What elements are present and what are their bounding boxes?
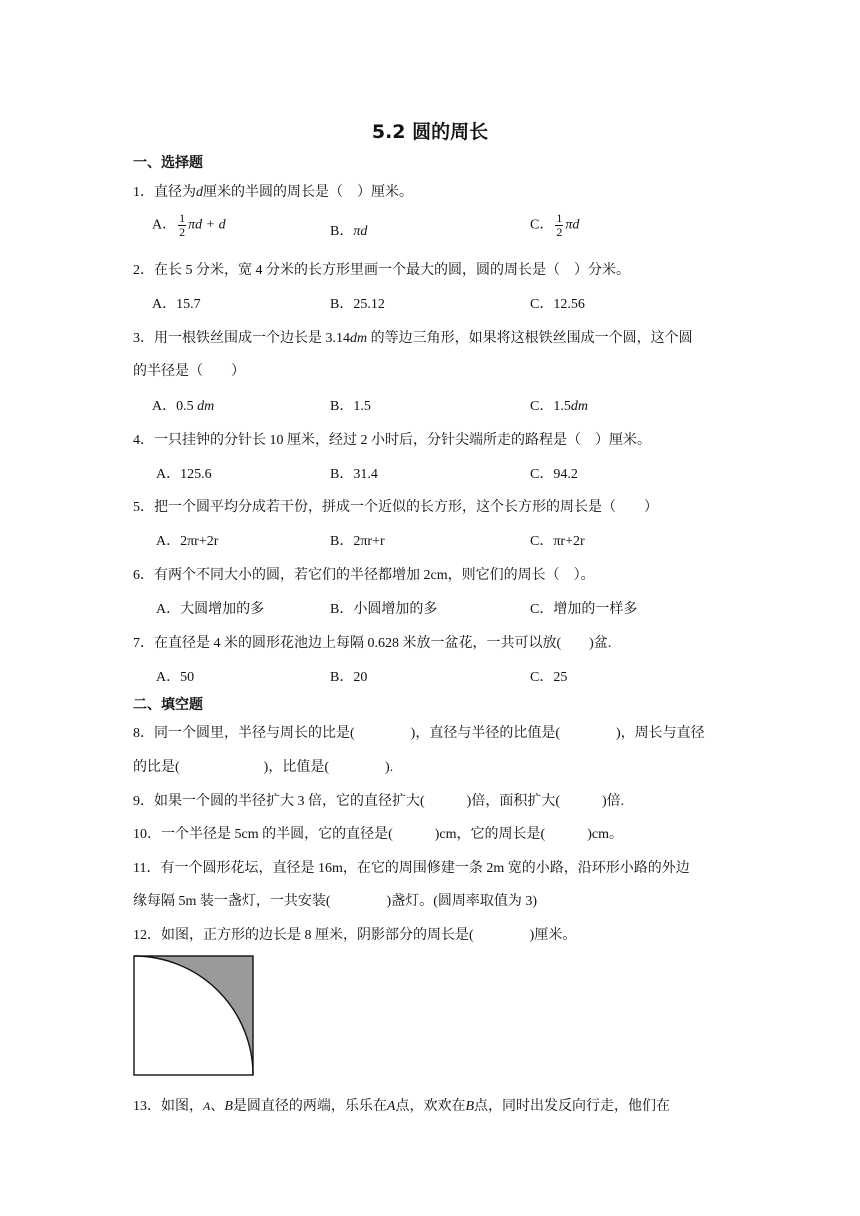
fraction-denominator: 2	[179, 225, 186, 239]
point-label-a: A	[203, 1099, 211, 1113]
fraction-numerator: 1	[179, 211, 186, 225]
option-expression: πd	[353, 224, 368, 239]
question-3-option-a[interactable]	[152, 395, 214, 415]
point-label-a-2: A	[386, 1099, 396, 1114]
question-7-option-b[interactable]: B．20	[330, 670, 368, 685]
question-3-suffix: 的等边三角形，如果将这根铁丝围成一个圆，这个圆	[367, 331, 693, 346]
question-1	[133, 181, 413, 201]
option-label: A．	[152, 217, 177, 233]
option-label: C．1.5	[530, 399, 571, 414]
question-3-option-c[interactable]	[530, 395, 588, 415]
question-7-option-a[interactable]: A．50	[156, 670, 195, 685]
question-3-line-1	[133, 327, 693, 347]
option-expression: πd + d	[188, 217, 226, 233]
question-8-line-1: 8．同一个圆里，半径与周长的比是( )，直径与半径的比值是( )，周长与直径	[133, 726, 705, 741]
question-3-prefix: 3．用一根铁丝围成一个边长是 3.14	[133, 331, 350, 346]
question-4-option-b[interactable]: B．31.4	[330, 467, 378, 482]
question-5-option-a[interactable]: A．2πr+2r	[156, 534, 219, 549]
fraction-numerator: 1	[556, 211, 563, 225]
shaded-region	[134, 956, 253, 1075]
section-heading-choice: 一、选择题	[133, 155, 203, 171]
fraction-denominator: 2	[556, 225, 563, 239]
option-unit: dm	[570, 399, 588, 414]
question-4-option-a[interactable]: A．125.6	[156, 467, 212, 482]
option-unit: dm	[197, 399, 215, 414]
question-5-option-b[interactable]: B．2πr+r	[330, 534, 385, 549]
question-2-option-b[interactable]: B．25.12	[330, 297, 385, 312]
question-8-line-2: 的比是( )，比值是( ).	[133, 760, 394, 775]
question-6-option-b[interactable]: B．小圆增加的多	[330, 602, 438, 617]
point-label-b: B	[224, 1099, 233, 1114]
question-1-option-b[interactable]	[330, 220, 367, 240]
question-1-suffix: 厘米的半圆的周长是（ ）厘米。	[203, 185, 413, 200]
question-3-unit: dm	[350, 331, 368, 346]
question-7-option-c[interactable]: C．25	[530, 670, 568, 685]
question-7: 7．在直径是 4 米的圆形花池边上每隔 0.628 米放一盆花，一共可以放( )盆.	[133, 636, 612, 651]
question-3-option-b[interactable]: B．1.5	[330, 399, 371, 414]
question-13-text-2: 点，欢欢在	[395, 1099, 466, 1114]
question-2: 2．在长 5 分米，宽 4 分米的长方形里画一个最大的圆，圆的周长是（ ）分米。	[133, 263, 630, 278]
question-1-prefix: 1．直径为	[133, 185, 196, 200]
option-label: C．	[530, 217, 554, 233]
question-6: 6．有两个不同大小的圆，若它们的半径都增加 2cm，则它们的周长（ ）。	[133, 568, 595, 583]
question-5-option-c[interactable]: C．πr+2r	[530, 534, 585, 549]
question-13-prefix: 13．如图，	[133, 1099, 203, 1114]
point-label-b-2: B	[465, 1099, 475, 1114]
question-2-option-c[interactable]: C．12.56	[530, 297, 585, 312]
question-9: 9．如果一个圆的半径扩大 3 倍，它的直径扩大( )倍，面积扩大( )倍.	[133, 794, 625, 809]
question-10: 10．一个半径是 5cm 的半圆，它的直径是( )cm，它的周长是( )cm。	[133, 827, 623, 842]
fraction	[555, 212, 563, 239]
option-label: A．0.5	[152, 399, 198, 414]
fraction	[178, 212, 186, 239]
section-heading-fill: 二、填空题	[133, 697, 203, 713]
question-5: 5．把一个圆平均分成若干份，拼成一个近似的长方形，这个长方形的周长是（ ）	[133, 500, 658, 515]
question-4-option-c[interactable]: C．94.2	[530, 467, 578, 482]
question-1-option-c[interactable]	[530, 212, 579, 239]
separator: 、	[210, 1099, 225, 1114]
question-3-line-2: 的半径是（ ）	[133, 364, 245, 379]
square-quarter-circle-figure	[133, 955, 255, 1077]
question-12: 12．如图，正方形的边长是 8 厘米，阴影部分的周长是( )厘米。	[133, 928, 577, 943]
question-2-option-a[interactable]: A．15.7	[152, 297, 201, 312]
question-1-variable: d	[196, 185, 203, 200]
question-13-text: 是圆直径的两端，乐乐在	[232, 1099, 387, 1114]
question-6-option-c[interactable]: C．增加的一样多	[530, 602, 638, 617]
question-4: 4．一只挂钟的分针长 10 厘米，经过 2 小时后，分针尖端所走的路程是（ ）厘米。	[133, 433, 651, 448]
page-title: 5.2 圆的周长	[371, 121, 489, 143]
question-13	[133, 1095, 670, 1115]
question-11-line-1: 11．有一个圆形花坛，直径是 16m，在它的周围修建一条 2m 宽的小路，沿环形小路的外边	[133, 861, 690, 876]
option-expression: πd	[565, 217, 580, 233]
question-11-line-2: 缘每隔 5m 装一盏灯，一共安装( )盏灯。(圆周率取值为 3)	[133, 894, 538, 909]
question-13-suffix: 点，同时出发反向行走，他们在	[474, 1099, 671, 1114]
question-1-option-a[interactable]	[152, 212, 226, 239]
option-label: B．	[330, 224, 354, 239]
question-6-option-a[interactable]: A．大圆增加的多	[156, 602, 265, 617]
